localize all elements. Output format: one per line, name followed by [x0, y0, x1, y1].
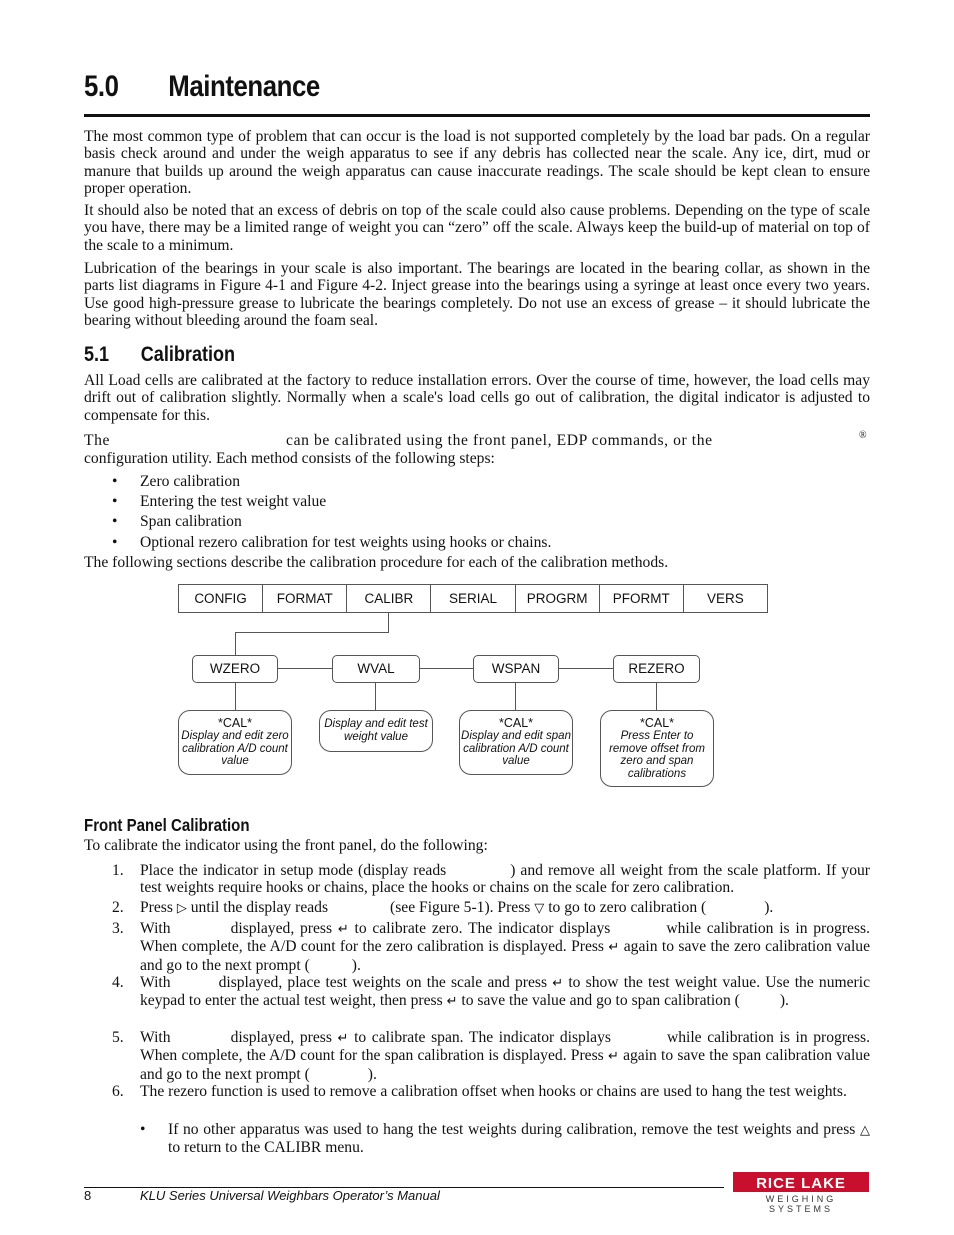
list-item: • Entering the test weight value	[112, 493, 327, 510]
fp-intro: To calibrate the indicator using the front panel, do the following:	[84, 837, 488, 854]
text: Place the indicator in setup mode (display reads	[140, 862, 447, 879]
text: to show the test weight value. Use the numeric keypad to enter the actual test weight, then press	[140, 974, 871, 1010]
paragraph: The most common type of problem that can occur is the load is not supported completely by the load bar pads. On a regular basis check around and under the weigh apparatus to see if any debris has collected near the scale. Any ice, dirt, mud or manure that builds up around the weigh apparatus can cause inaccurate readings. The scale should be kept clean to ensure proper operation.	[84, 128, 870, 197]
connector-line	[235, 632, 236, 655]
step-6-bullet	[140, 1121, 870, 1157]
text: ).	[351, 956, 361, 974]
connector-line	[558, 668, 613, 669]
step-5	[112, 1029, 870, 1083]
sub-text: Press Enter to remove offset from zero and span calibrations	[609, 729, 705, 781]
text: With	[140, 920, 171, 937]
node-wzero: WZERO	[192, 655, 278, 683]
manual-title: KLU Series Universal Weighbars Operator’s Manual	[140, 1188, 440, 1203]
calibration-menu-bar	[178, 584, 768, 613]
connector-line	[375, 682, 376, 710]
step-number: 1.	[112, 862, 124, 879]
heading-title: Maintenance	[168, 70, 320, 103]
sub-head: *CAL*	[639, 716, 675, 730]
step-2	[112, 899, 870, 917]
step-6	[112, 1083, 870, 1100]
text: If no other apparatus was used to hang the test weights during calibration, remove the test weights and press	[168, 1121, 856, 1138]
menu-item-pformt: PFORMT	[600, 585, 684, 612]
paragraph: It should also be noted that an excess of debris on top of the scale could also cause problems. Depending on the type of scale you have, there may be a limited range of weight you can “zero” off the scale. Always keep the build-up of material on top of the scale to a minimum.	[84, 202, 870, 254]
bullet: •	[140, 1121, 146, 1138]
text: With	[140, 974, 171, 991]
text: again to save the span calibration value and go to the next prompt (	[140, 1047, 871, 1083]
list-item-text: Optional rezero calibration for test weights using hooks or chains.	[140, 534, 552, 551]
list-item: • Optional rezero calibration for test weights using hooks or chains.	[112, 534, 552, 551]
up-arrow-icon: △	[860, 1123, 870, 1138]
text: displayed, press	[230, 920, 333, 937]
list-item-text: Zero calibration	[140, 473, 241, 490]
sub-box-span	[459, 710, 573, 775]
sub-text: Display and edit span calibration A/D count value	[461, 729, 571, 768]
menu-item-config: CONFIG	[179, 585, 263, 612]
list-item: • Zero calibration	[112, 473, 241, 490]
sub-text: Display and edit zero calibration A/D count value	[181, 729, 289, 768]
logo-subtext: WEIGHING SYSTEMS	[765, 1194, 837, 1214]
enter-key-icon: ↵	[607, 1049, 619, 1065]
step-number: 2.	[112, 899, 124, 916]
page-number: 8	[84, 1188, 92, 1203]
text: ).	[764, 899, 774, 916]
step-number: 4.	[112, 974, 124, 991]
enter-key-icon: ↵	[337, 1031, 349, 1046]
text: With	[140, 1029, 171, 1046]
menu-item-vers: VERS	[707, 591, 744, 606]
menu-item-serial: SERIAL	[431, 585, 515, 612]
text: while calibration is in progress. When complete, the A/D count for the zero calibration is displayed. Press	[140, 920, 870, 956]
menu-item-format: FORMAT	[263, 585, 347, 612]
connector-line	[277, 668, 332, 669]
sub-box-zero	[178, 710, 292, 775]
calibration-methods-line	[84, 432, 870, 449]
heading-number: 5.0	[84, 70, 119, 103]
menu-item-progrm: PROGRM	[516, 585, 600, 612]
page-heading	[84, 70, 320, 104]
connector-line	[235, 682, 236, 710]
step-number: 6.	[112, 1083, 124, 1100]
sub-text: Display and edit test weight value	[324, 718, 428, 743]
registered-mark: ®	[859, 430, 867, 441]
text: ) and remove all weight from the scale platform. If your test weights require hooks or chains, place the hooks or chains on the scale for zero calibration.	[140, 862, 870, 897]
list-item-text: Span calibration	[140, 513, 242, 530]
step-1	[112, 862, 870, 897]
node-wspan: WSPAN	[473, 655, 559, 683]
text: to return to the CALIBR menu.	[168, 1139, 364, 1157]
down-arrow-icon: ▽	[534, 901, 545, 916]
node-rezero: REZERO	[613, 655, 700, 683]
connector-line	[515, 682, 516, 710]
subsection-heading: Front Panel Calibration	[84, 815, 250, 835]
paragraph: Lubrication of the bearings in your scale is also important. The bearings are located in the bearing collar, as shown in the parts list diagrams in Figure 4-1 and Figure 4-2. Inject grease into the bearings using a syringe at least once every two years. Use good high-pressure grease to lubricate the bearings completely. Do not use an excess of grease – it should lubricate the bearing without bleeding around the foam seal.	[84, 260, 870, 329]
node-wval: WVAL	[332, 655, 420, 683]
text: ).	[367, 1065, 377, 1083]
text: until the display reads	[190, 899, 329, 916]
text: again to save the zero calibration value and go to the next prompt (	[140, 938, 871, 974]
sub-head: *CAL*	[217, 716, 253, 730]
right-arrow-icon: ▷	[176, 901, 187, 916]
text: to save the value and go to span calibration (	[461, 992, 740, 1010]
connector-line	[388, 612, 389, 632]
text: can be calibrated using the front panel, EDP commands, or the	[286, 432, 713, 449]
enter-key-icon: ↵	[446, 994, 458, 1010]
sub-box-rezero	[600, 710, 714, 787]
connector-line	[656, 682, 657, 710]
connector-line	[419, 668, 473, 669]
step-4	[112, 974, 870, 1011]
enter-key-icon: ↵	[337, 922, 349, 937]
text: The rezero function is used to remove a calibration offset when hooks or chains are used to hang the test weights.	[140, 1083, 847, 1100]
step-3	[112, 920, 870, 974]
text: displayed, place test weights on the scale and press	[218, 974, 548, 991]
text: to calibrate span. The indicator displays	[354, 1029, 611, 1046]
section-number: 5.1	[84, 343, 110, 366]
text: (see Figure 5-1). Press	[390, 899, 531, 916]
enter-key-icon: ↵	[552, 976, 564, 991]
logo-text: RICE LAKE	[756, 1175, 846, 1192]
section-title: Calibration	[140, 343, 236, 366]
sub-head: *CAL*	[498, 716, 534, 730]
calibration-methods-end: configuration utility. Each method consists of the following steps:	[84, 450, 495, 467]
menu-item-calibr: CALIBR	[347, 585, 431, 612]
text: Press	[140, 899, 173, 916]
following-text: The following sections describe the calibration procedure for each of the calibration methods.	[84, 554, 669, 571]
step-number: 5.	[112, 1029, 124, 1046]
text: The	[84, 432, 111, 449]
section-heading	[84, 343, 235, 367]
enter-key-icon: ↵	[608, 940, 620, 956]
text: to calibrate zero. The indicator displays	[354, 920, 611, 937]
heading-rule	[84, 114, 870, 117]
connector-line	[235, 632, 389, 633]
text: ).	[779, 992, 789, 1010]
sub-box-wval	[319, 710, 433, 752]
text: displayed, press	[230, 1029, 332, 1046]
text: to go to zero calibration (	[548, 899, 707, 916]
step-number: 3.	[112, 920, 124, 937]
list-item-text: Entering the test weight value	[140, 493, 327, 510]
list-item: • Span calibration	[112, 513, 242, 530]
text: while calibration is in progress. When complete, the A/D count for the span calibration is displayed. Press	[140, 1029, 870, 1065]
calibration-intro: All Load cells are calibrated at the factory to reduce installation errors. Over the course of time, however, the load cells may drift out of calibration slightly. Normally when a scale's load cells go out of calibration, the digital indicator is adjusted to compensate for this.	[84, 372, 870, 424]
